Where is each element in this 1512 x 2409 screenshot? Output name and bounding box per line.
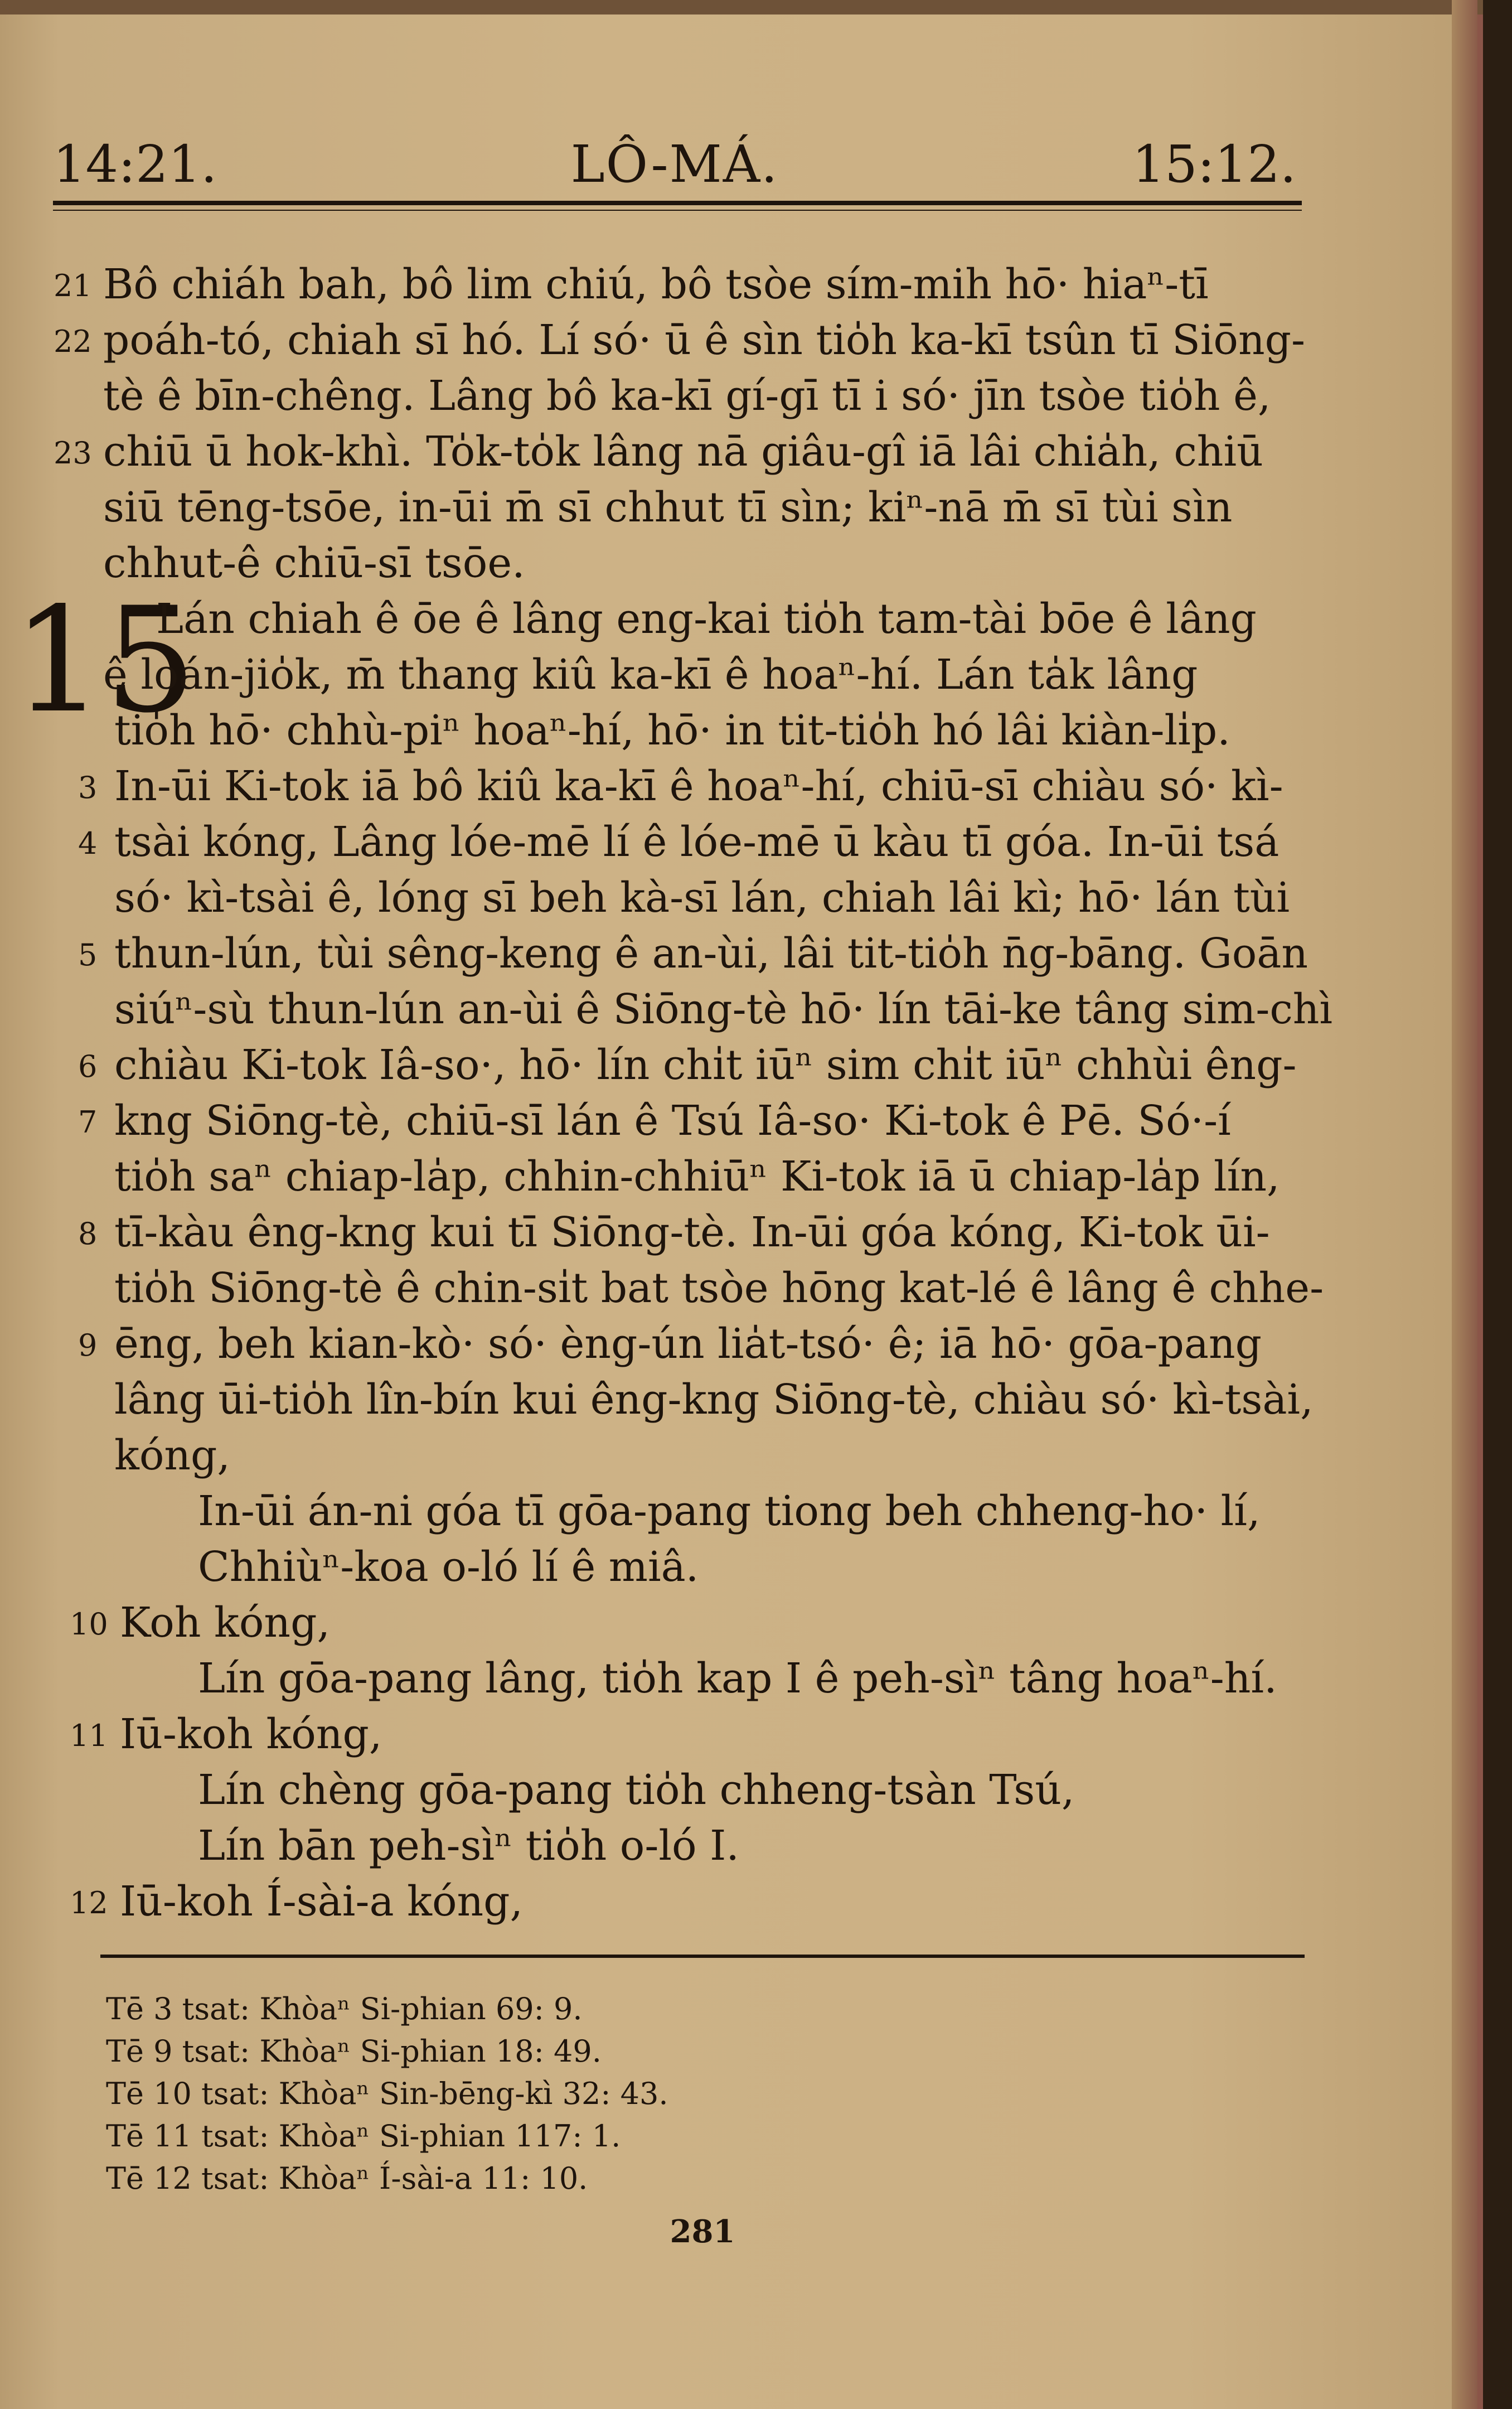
verse-number: 7	[78, 1105, 98, 1140]
text-line: thun-lún, tùi sêng-keng ê an-ùi, lâi tit-tio̍h n̄g-bāng. Goān	[114, 930, 1309, 978]
poetry-line: Chhiùⁿ-koa o-ló lí ê miâ.	[198, 1543, 699, 1591]
text-line: tī-kàu êng-kng kui tī Siōng-tè. In-ūi góa kóng, Ki-tok ūi-	[114, 1208, 1270, 1256]
page-top-border	[0, 0, 1483, 14]
text-line: Koh kóng,	[120, 1599, 330, 1647]
page-edge	[1452, 0, 1477, 2409]
poetry-line: Lín chèng gōa-pang tio̍h chheng-tsàn Tsú,	[198, 1766, 1075, 1814]
text-line: só· kì-tsài ê, lóng sī beh kà-sī lán, chiah lâi kì; hō· lán tùi	[114, 874, 1290, 922]
verse-number: 4	[78, 826, 98, 861]
verse-number: 11	[70, 1718, 108, 1753]
running-header	[53, 134, 1296, 195]
text-line: tè ê bīn-chêng. Lâng bô ka-kī gí-gī tī i só· jīn tsòe tio̍h ê,	[103, 372, 1271, 420]
verse-number: 10	[70, 1607, 108, 1642]
footnote-rule	[100, 1955, 1305, 1958]
text-line: Lán chiah ê ōe ê lâng eng-kai tio̍h tam-tài bōe ê lâng	[156, 595, 1257, 643]
text-line: chhut-ê chiū-sī tsōe.	[103, 539, 525, 587]
header-rule-thin	[53, 210, 1302, 211]
text-line: kóng,	[114, 1431, 230, 1479]
footnote: Tē 10 tsat: Khòaⁿ Sin-bēng-kì 32: 43.	[106, 2076, 668, 2111]
chapter-number: 15	[12, 577, 197, 745]
verse-number: 21	[54, 268, 92, 303]
text-line: tio̍h Siōng-tè ê chin-si̍t bat tsòe hōng kat-lé ê lâng ê chhe-	[114, 1264, 1324, 1312]
verse-number: 22	[54, 324, 92, 359]
header-book-title: LÔ-MÁ.	[570, 134, 779, 194]
text-line: lâng ūi-tio̍h lîn-bín kui êng-kng Siōng-tè, chiàu só· kì-tsài,	[114, 1376, 1314, 1424]
footnote: Tē 12 tsat: Khòaⁿ Í-sài-a 11: 10.	[106, 2161, 588, 2196]
verse-number: 23	[54, 436, 92, 471]
verse-number: 9	[78, 1328, 98, 1363]
text-line: chiàu Ki-tok Iâ-so·, hō· lín chi̍t iūⁿ sim chi̍t iūⁿ chhùi êng-	[114, 1041, 1297, 1089]
text-line: ēng, beh kian-kò· só· èng-ún lia̍t-tsó· ê; iā hō· gōa-pang	[114, 1320, 1262, 1368]
text-line: Iū-koh Í-sài-a kóng,	[120, 1878, 524, 1926]
poetry-line: Lín gōa-pang lâng, tio̍h kap I ê peh-sìⁿ tâng hoaⁿ-hí.	[198, 1655, 1277, 1702]
text-line: tio̍h hō· chhù-piⁿ hoaⁿ-hí, hō· in tit-tio̍h hó lâi kiàn-li̍p.	[114, 707, 1230, 754]
text-line: chiū ū hok-khì. To̍k-to̍k lâng nā giâu-gî iā lâi chia̍h, chiū	[103, 428, 1263, 476]
text-line: siúⁿ-sù thun-lún an-ùi ê Siōng-tè hō· lín tāi-ke tâng sim-chì	[114, 985, 1333, 1033]
header-right-reference: 15:12.	[1132, 134, 1296, 194]
verse-number: 3	[78, 770, 98, 805]
text-line: tsài kóng, Lâng lóe-mē lí ê lóe-mē ū kàu tī góa. In-ūi tsá	[114, 818, 1280, 866]
poetry-line: In-ūi án-ni góa tī gōa-pang tiong beh chheng-ho· lí,	[198, 1487, 1261, 1535]
verse-number: 5	[78, 937, 98, 973]
text-line: Bô chiáh bah, bô lim chiú, bô tsòe sím-mih hō· hiaⁿ-tī	[103, 260, 1209, 308]
verse-number: 6	[78, 1049, 98, 1084]
footnote: Tē 11 tsat: Khòaⁿ Si-phian 117: 1.	[106, 2118, 621, 2154]
footnote: Tē 9 tsat: Khòaⁿ Si-phian 18: 49.	[106, 2034, 602, 2069]
verse-number: 12	[70, 1885, 108, 1921]
verse-number: 8	[78, 1216, 98, 1251]
header-rule	[53, 201, 1302, 205]
text-line: ê loán-jio̍k, m̄ thang kiû ka-kī ê hoaⁿ-hí. Lán ta̍k lâng	[103, 651, 1198, 699]
text-line: Iū-koh kóng,	[120, 1710, 382, 1758]
text-line: tio̍h saⁿ chiap-la̍p, chhin-chhiūⁿ Ki-tok iā ū chiap-la̍p lín,	[114, 1153, 1280, 1201]
text-line: siū tēng-tsōe, in-ūi m̄ sī chhut tī sìn; kiⁿ-nā m̄ sī tùi sìn	[103, 483, 1233, 531]
text-line: poáh-tó, chiah sī hó. Lí só· ū ê sìn tio̍h ka-kī tsûn tī Siōng-	[103, 316, 1306, 364]
poetry-line: Lín bān peh-sìⁿ tio̍h o-ló I.	[198, 1822, 739, 1870]
page-number: 281	[670, 2213, 735, 2250]
footnote: Tē 3 tsat: Khòaⁿ Si-phian 69: 9.	[106, 1991, 583, 2026]
text-line: kng Siōng-tè, chiū-sī lán ê Tsú Iâ-so· Ki-tok ê Pē. Só·-í	[114, 1097, 1231, 1145]
text-line: In-ūi Ki-tok iā bô kiû ka-kī ê hoaⁿ-hí, chiū-sī chiàu só· kì-	[114, 762, 1283, 810]
header-left-reference: 14:21.	[53, 134, 217, 194]
